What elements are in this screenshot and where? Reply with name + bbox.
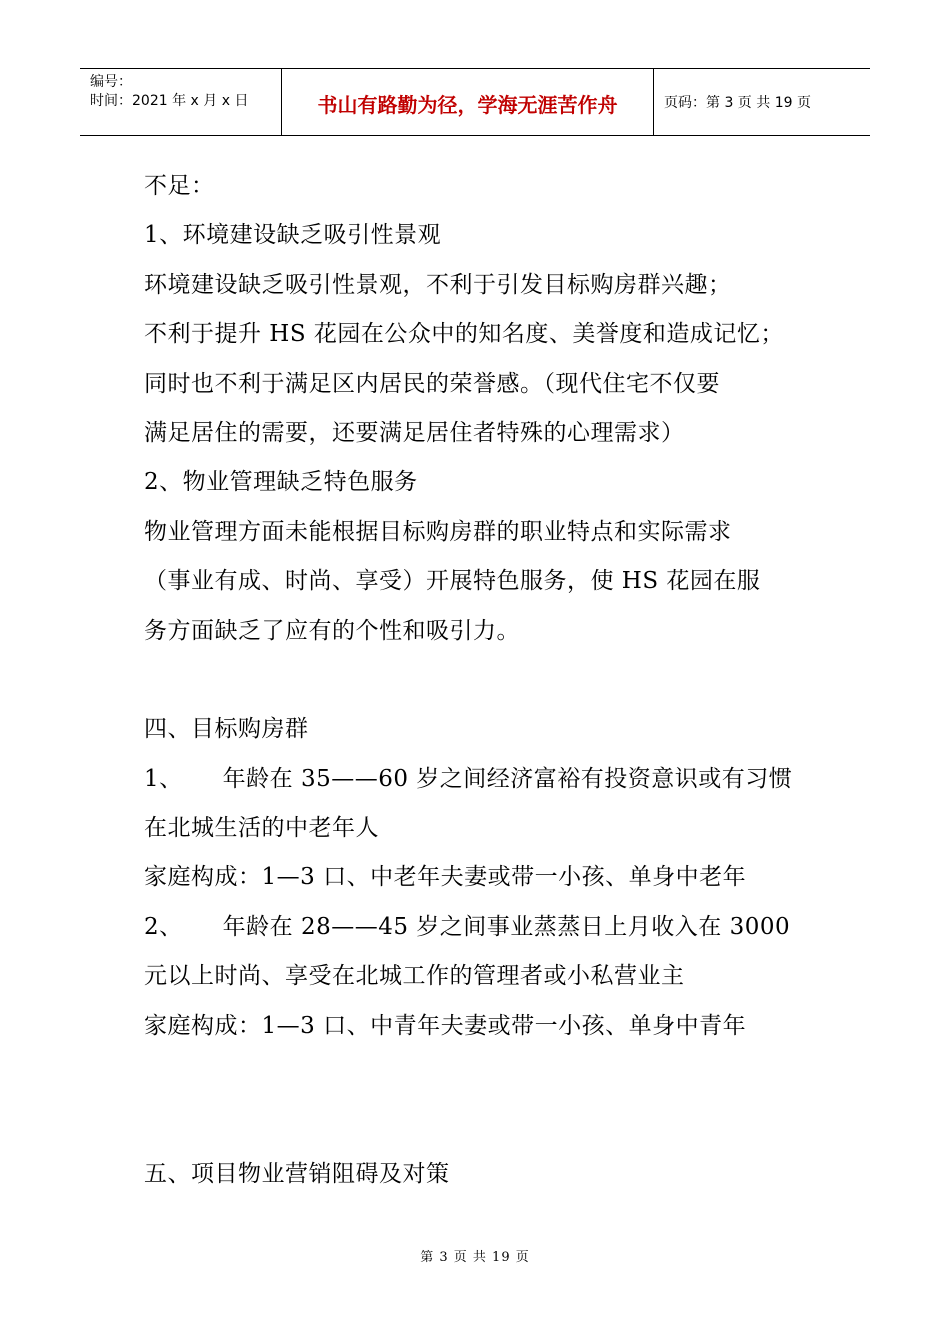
header-time-label: 时间：2021 年 x 月 x 日 <box>90 93 249 109</box>
page-header <box>80 68 870 136</box>
paragraph-line: 在北城生活的中老年人 <box>144 815 379 842</box>
paragraph-line: 元以上时尚、享受在北城工作的管理者或小私营业主 <box>144 963 685 990</box>
blank-line <box>144 1100 834 1149</box>
page-footer: 第 3 页 共 19 页 <box>420 1250 530 1265</box>
subheading-environment: 1、环境建设缺乏吸引性景观 <box>144 222 442 249</box>
paragraph-line: 同时也不利于满足区内居民的荣誉感。（现代住宅不仅要 <box>144 370 720 397</box>
paragraph-line: （事业有成、时尚、享受）开展特色服务，使 HS 花园在服 <box>144 568 761 595</box>
header-number-label: 编号： <box>90 74 132 90</box>
list-item <box>144 903 834 952</box>
list-item <box>144 755 834 804</box>
blank-line <box>144 656 834 705</box>
document-body <box>144 162 834 1199</box>
paragraph-line: 满足居住的需要，还要满足居住者特殊的心理需求） <box>144 419 685 446</box>
blank-line <box>144 1051 834 1100</box>
paragraph-line: 务方面缺乏了应有的个性和吸引力。 <box>144 617 520 644</box>
subheading-property-management: 2、物业管理缺乏特色服务 <box>144 469 418 496</box>
paragraph-line: 环境建设缺乏吸引性景观，不利于引发目标购房群兴趣； <box>144 271 732 298</box>
section-heading-target-buyers: 四、目标购房群 <box>144 716 309 743</box>
paragraph-line: 不利于提升 HS 花园在公众中的知名度、美誉度和造成记忆； <box>144 321 784 348</box>
list-item-text: 年龄在 35——60 岁之间经济富裕有投资意识或有习惯 <box>222 765 793 792</box>
header-meta-cell <box>80 69 282 135</box>
section-heading-marketing-obstacles: 五、项目物业营销阻碍及对策 <box>144 1160 450 1187</box>
header-motto: 书山有路勤为径，学海无涯苦作舟 <box>282 69 654 135</box>
list-item-text: 年龄在 28——45 岁之间事业蒸蒸日上月收入在 3000 <box>222 913 791 940</box>
section-heading-shortcomings: 不足： <box>144 173 215 199</box>
header-page-info: 页码：第 3 页 共 19 页 <box>664 95 811 111</box>
paragraph-line: 物业管理方面未能根据目标购房群的职业特点和实际需求 <box>144 518 732 545</box>
list-number: 1、 <box>144 765 183 792</box>
list-number: 2、 <box>144 913 183 940</box>
paragraph-line: 家庭构成：1—3 口、中青年夫妻或带一小孩、单身中青年 <box>144 1012 747 1039</box>
paragraph-line: 家庭构成：1—3 口、中老年夫妻或带一小孩、单身中老年 <box>144 864 747 891</box>
